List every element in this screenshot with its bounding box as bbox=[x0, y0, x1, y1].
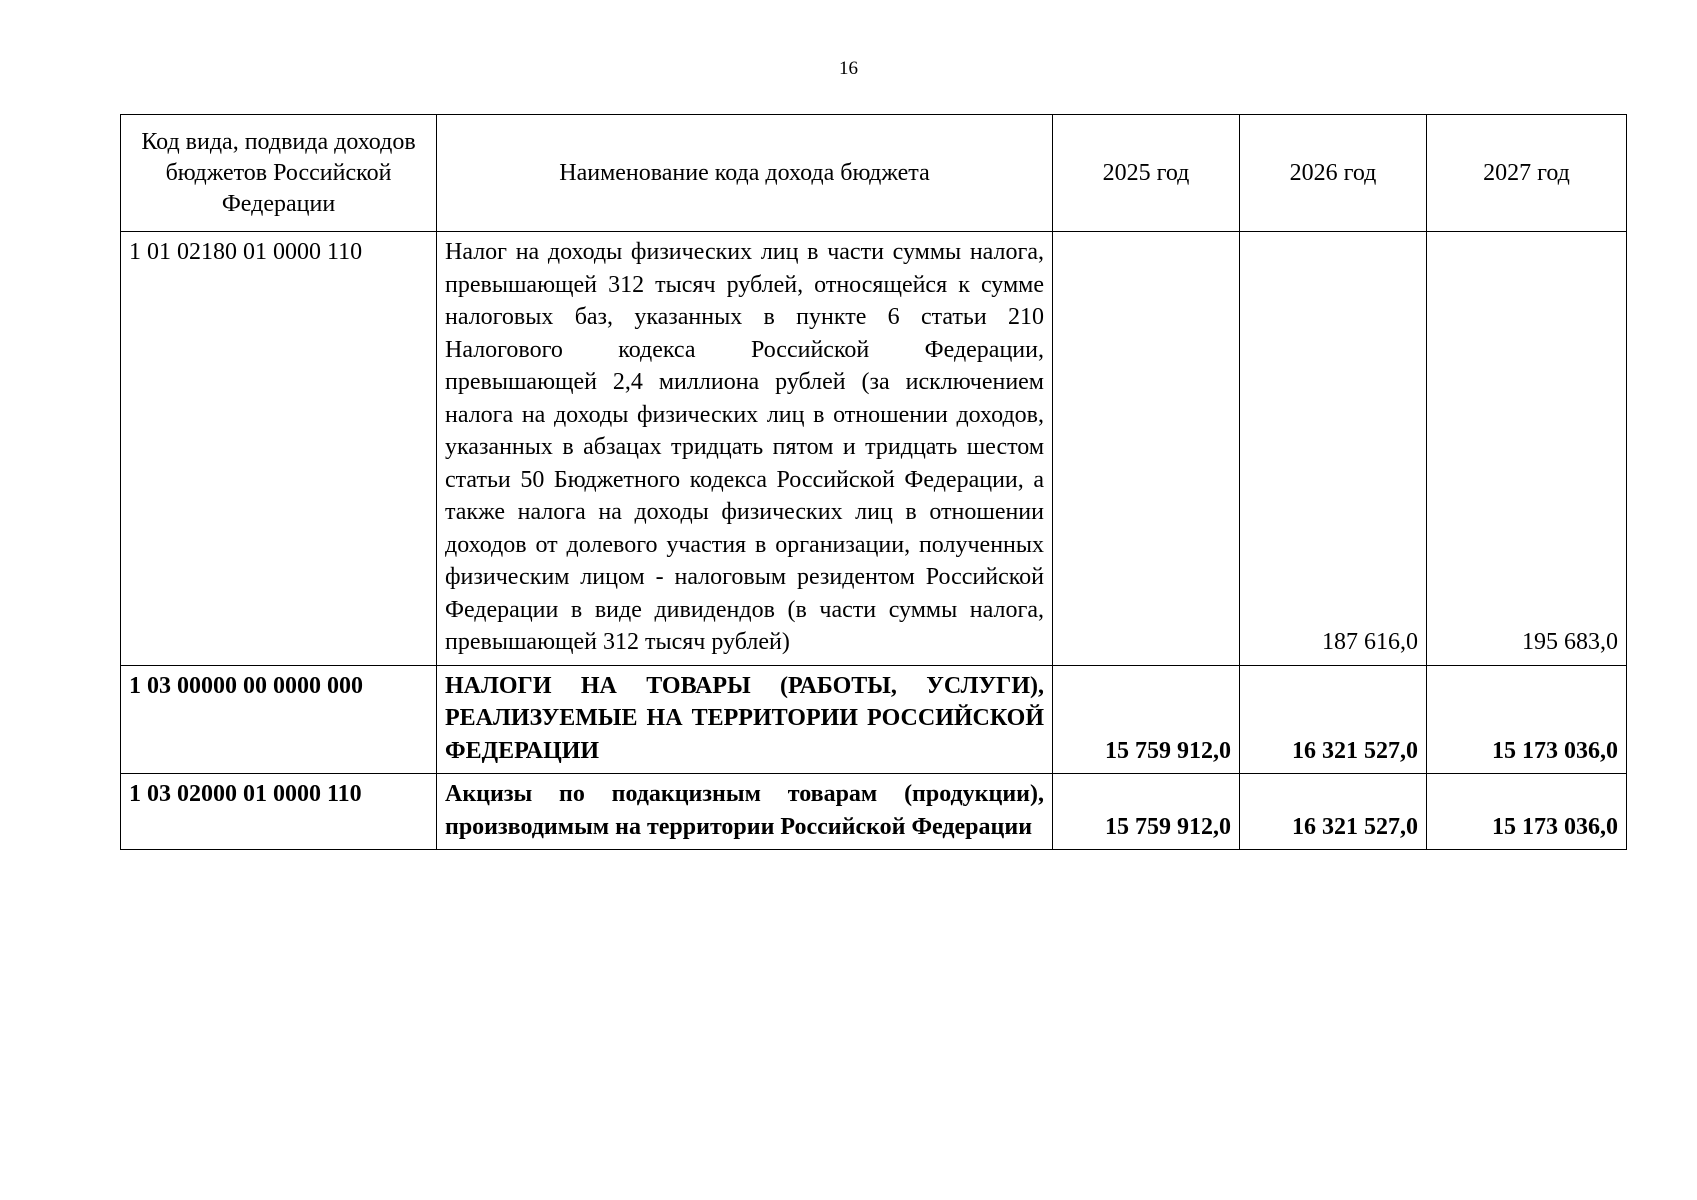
row-value-2027: 15 173 036,0 bbox=[1427, 665, 1627, 774]
row-name-text: НАЛОГИ НА ТОВАРЫ (РАБОТЫ, УСЛУГИ), РЕАЛИЗУЕМЫЕ НА ТЕРРИТОРИИ РОССИЙСКОЙ ФЕДЕРАЦИИ bbox=[445, 672, 1044, 764]
row-value-2025: 15 759 912,0 bbox=[1053, 774, 1240, 850]
table-row bbox=[121, 665, 1627, 774]
budget-revenue-table bbox=[120, 114, 1627, 850]
table-row bbox=[121, 232, 1627, 666]
row-name bbox=[437, 774, 1053, 850]
row-value-2025: 15 759 912,0 bbox=[1053, 665, 1240, 774]
row-code: 1 01 02180 01 0000 110 bbox=[121, 232, 437, 666]
table-header-row bbox=[121, 115, 1627, 232]
header-2025: 2025 год bbox=[1053, 115, 1240, 232]
row-value-2027: 195 683,0 bbox=[1427, 232, 1627, 666]
row-name-text: Налог на доходы физических лиц в части суммы налога, превышающей 312 тысяч рублей, относящейся к сумме налоговых баз, указанных в пункте 6 статьи 210 Налогового кодекса Российской Федерации, превышающей 2,4 миллиона рублей (за исключением налога на доходы физических лиц в отношении доходов, указанных в абзацах тридцать пятом и тридцать шестом статьи 50 Бюджетного кодекса Российской Федерации, а также налога на доходы физических лиц в отношении доходов от долевого участия в организации, полученных физическим лицом - налоговым резидентом Российской Федерации в виде дивидендов (в части суммы налога, превышающей 312 тысяч рублей) bbox=[445, 239, 1044, 655]
row-name-text: Акцизы по подакцизным товарам (продукции), производимым на территории Российской Федерации bbox=[445, 781, 1044, 840]
row-code: 1 03 02000 01 0000 110 bbox=[121, 774, 437, 850]
header-code: Код вида, подвида доходов бюджетов Российской Федерации bbox=[121, 115, 437, 232]
row-name bbox=[437, 665, 1053, 774]
header-name: Наименование кода дохода бюджета bbox=[437, 115, 1053, 232]
row-value-2026: 187 616,0 bbox=[1240, 232, 1427, 666]
table-row bbox=[121, 774, 1627, 850]
row-value-2026: 16 321 527,0 bbox=[1240, 665, 1427, 774]
header-2027: 2027 год bbox=[1427, 115, 1627, 232]
row-value-2026: 16 321 527,0 bbox=[1240, 774, 1427, 850]
page-number: 16 bbox=[839, 58, 858, 79]
row-name bbox=[437, 232, 1053, 666]
row-value-2025 bbox=[1053, 232, 1240, 666]
header-2026: 2026 год bbox=[1240, 115, 1427, 232]
row-value-2027: 15 173 036,0 bbox=[1427, 774, 1627, 850]
row-code: 1 03 00000 00 0000 000 bbox=[121, 665, 437, 774]
